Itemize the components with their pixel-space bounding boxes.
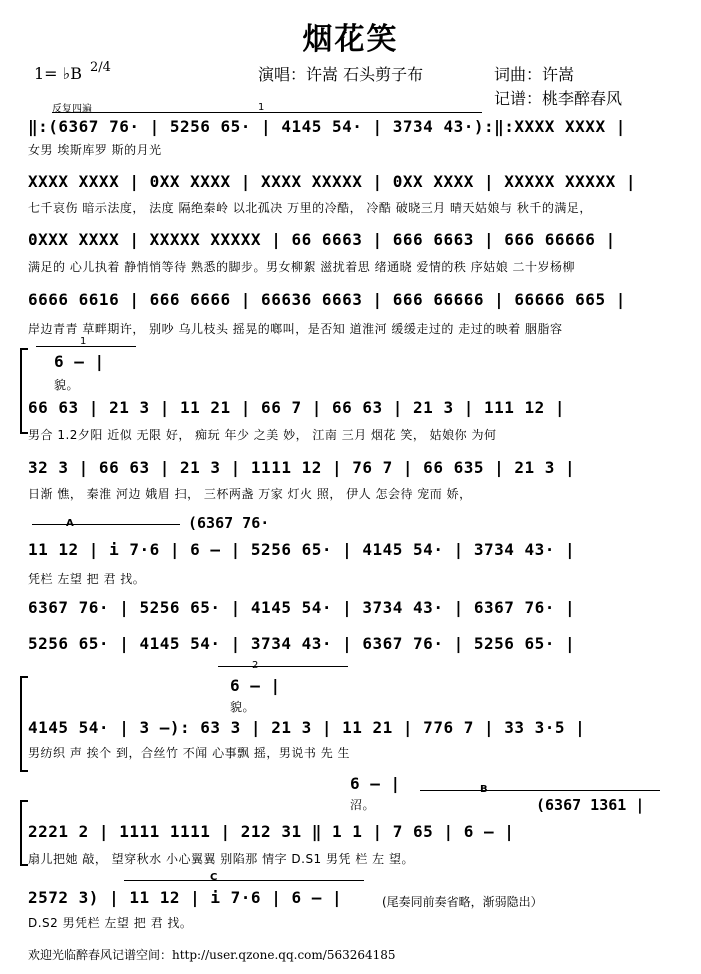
lyrics: 沼。 bbox=[350, 798, 376, 812]
score-row bbox=[28, 172, 668, 198]
lyrics: 岸边青青 草畔期许， 别吵 乌儿枝头 摇晃的啷叫，是否知 道淮河 缓缓走过的 走过的映着 胭脂容 bbox=[28, 322, 563, 336]
footer-url: 欢迎光临醉春风记谱空间：http://user.qzone.qq.com/563264185 bbox=[28, 948, 396, 962]
notes: 6367 76· | 5256 65· | 4145 54· | 3734 43· | 6367 76· | bbox=[28, 598, 576, 617]
section-b-line bbox=[420, 790, 660, 791]
lyrics: 男合 1.2夕阳 近似 无限 好， 痴玩 年少 之美 妙， 江南 三月 烟花 笑， 姑娘你 为何 bbox=[28, 428, 497, 442]
lyrics: 满足的 心儿执着 静悄悄等待 熟悉的脚步。男女柳絮 滋扰着思 绪通晓 爱情的秩 序姑娘 二十岁杨柳 bbox=[28, 260, 576, 274]
repeat-note: 反复四遍 bbox=[52, 104, 92, 115]
notes: 5256 65· | 4145 54· | 3734 43· | 6367 76· | 5256 65· | bbox=[28, 634, 576, 653]
intro-again: (6367 76· bbox=[188, 514, 270, 532]
notes: XXXX XXXX | 0XX XXXX | XXXX XXXXX | 0XX XXXX | XXXXX XXXXX | bbox=[28, 172, 636, 191]
notes: 6 – | bbox=[350, 774, 401, 793]
notes: 6 – | bbox=[230, 676, 281, 695]
notes: 32 3 | 66 63 | 21 3 | 1111 12 | 76 7 | 66 635 | 21 3 | bbox=[28, 458, 576, 477]
score-row bbox=[230, 676, 701, 702]
section-marker-b: B bbox=[480, 784, 488, 795]
lyrics: D.S2 男凭栏 左望 把 君 找。 bbox=[28, 916, 193, 930]
section-marker-c: C bbox=[210, 872, 218, 883]
system-brace bbox=[20, 676, 28, 772]
song-title: 烟花笑 bbox=[302, 22, 399, 57]
lyrics: 男纺织 声 挨个 到，合丝竹 不闻 心事飘 摇，男说书 先 生 bbox=[28, 746, 351, 760]
score-row bbox=[350, 774, 701, 800]
score-row bbox=[28, 598, 668, 624]
section-marker-a: A bbox=[66, 518, 74, 529]
lyrics: 七千哀伤 暗示法度， 法度 隔绝秦岭 以北孤决 万里的冷酷， 冷酷 破晓三月 晴天姑娘与 秋千的满足， bbox=[28, 201, 592, 215]
key-signature: 1= ♭B bbox=[34, 64, 82, 83]
volta-ending-marker-1: 1 bbox=[80, 336, 87, 347]
composer: 词曲：许嵩 bbox=[494, 65, 575, 84]
volta-1-line bbox=[52, 112, 482, 113]
score-row bbox=[28, 822, 668, 848]
lyrics: 凭栏 左望 把 君 找。 bbox=[28, 572, 146, 586]
lyrics: 貌。 bbox=[54, 378, 80, 392]
score-row bbox=[28, 117, 668, 143]
section-a-line bbox=[32, 524, 180, 525]
lyrics: 貌。 bbox=[230, 700, 256, 714]
outro-note: (尾奏同前奏省略，渐弱隐出） bbox=[382, 895, 543, 909]
volta-marker-1: 1 bbox=[258, 102, 265, 113]
notes: 11 12 | i 7·6 | 6 – | 5256 65· | 4145 54· | 3734 43· | bbox=[28, 540, 576, 559]
section-c-line bbox=[124, 880, 364, 881]
notes: ‖:(6367 76· | 5256 65· | 4145 54· | 3734 43·):‖:XXXX XXXX | bbox=[28, 117, 626, 136]
score-row bbox=[54, 352, 694, 378]
notes: 0XXX XXXX | XXXXX XXXXX | 66 6663 | 666 6663 | 666 66666 | bbox=[28, 230, 616, 249]
score-row bbox=[28, 718, 668, 744]
score-row bbox=[28, 290, 668, 316]
score-row bbox=[28, 458, 668, 484]
notes: 6666 6616 | 666 6666 | 66636 6663 | 666 66666 | 66666 665 | bbox=[28, 290, 626, 309]
score-row bbox=[28, 888, 668, 914]
transcriber: 记谱：桃李醉春风 bbox=[494, 89, 623, 108]
time-signature: 2/4 bbox=[90, 60, 111, 75]
volta-marker-2: 2 bbox=[252, 660, 259, 671]
system-brace bbox=[20, 348, 28, 434]
lyrics: 日渐 憔， 秦淮 河边 娥眉 扫， 三杯两盏 万家 灯火 照， 伊人 怎会待 宠而 娇， bbox=[28, 487, 472, 501]
notes: 2572 3) | 11 12 | i 7·6 | 6 – | bbox=[28, 888, 343, 907]
score-row bbox=[28, 398, 668, 424]
notes: 66 63 | 21 3 | 11 21 | 66 7 | 66 63 | 21 3 | 111 12 | bbox=[28, 398, 566, 417]
lyrics: 女男 埃斯库罗 斯的月光 bbox=[28, 143, 162, 157]
singers: 演唱：许嵩 石头剪子布 bbox=[258, 65, 424, 84]
lyrics: 扇儿把她 敲， 望穿秋水 小心翼翼 别陷那 情字 D.S1 男凭 栏 左 望。 bbox=[28, 852, 414, 866]
volta-2-line bbox=[218, 666, 348, 667]
score-row bbox=[28, 230, 668, 256]
coda-start: (6367 1361 | bbox=[536, 796, 645, 814]
system-brace bbox=[20, 800, 28, 866]
notes: 2221 2 | 1111 1111 | 212 31 ‖ 1 1 | 7 65 | 6 – | bbox=[28, 822, 515, 841]
score-row bbox=[28, 540, 668, 566]
score-row bbox=[28, 634, 668, 660]
notes: 6 – | bbox=[54, 352, 105, 371]
notes: 4145 54· | 3 –): 63 3 | 21 3 | 11 21 | 776 7 | 33 3·5 | bbox=[28, 718, 586, 737]
